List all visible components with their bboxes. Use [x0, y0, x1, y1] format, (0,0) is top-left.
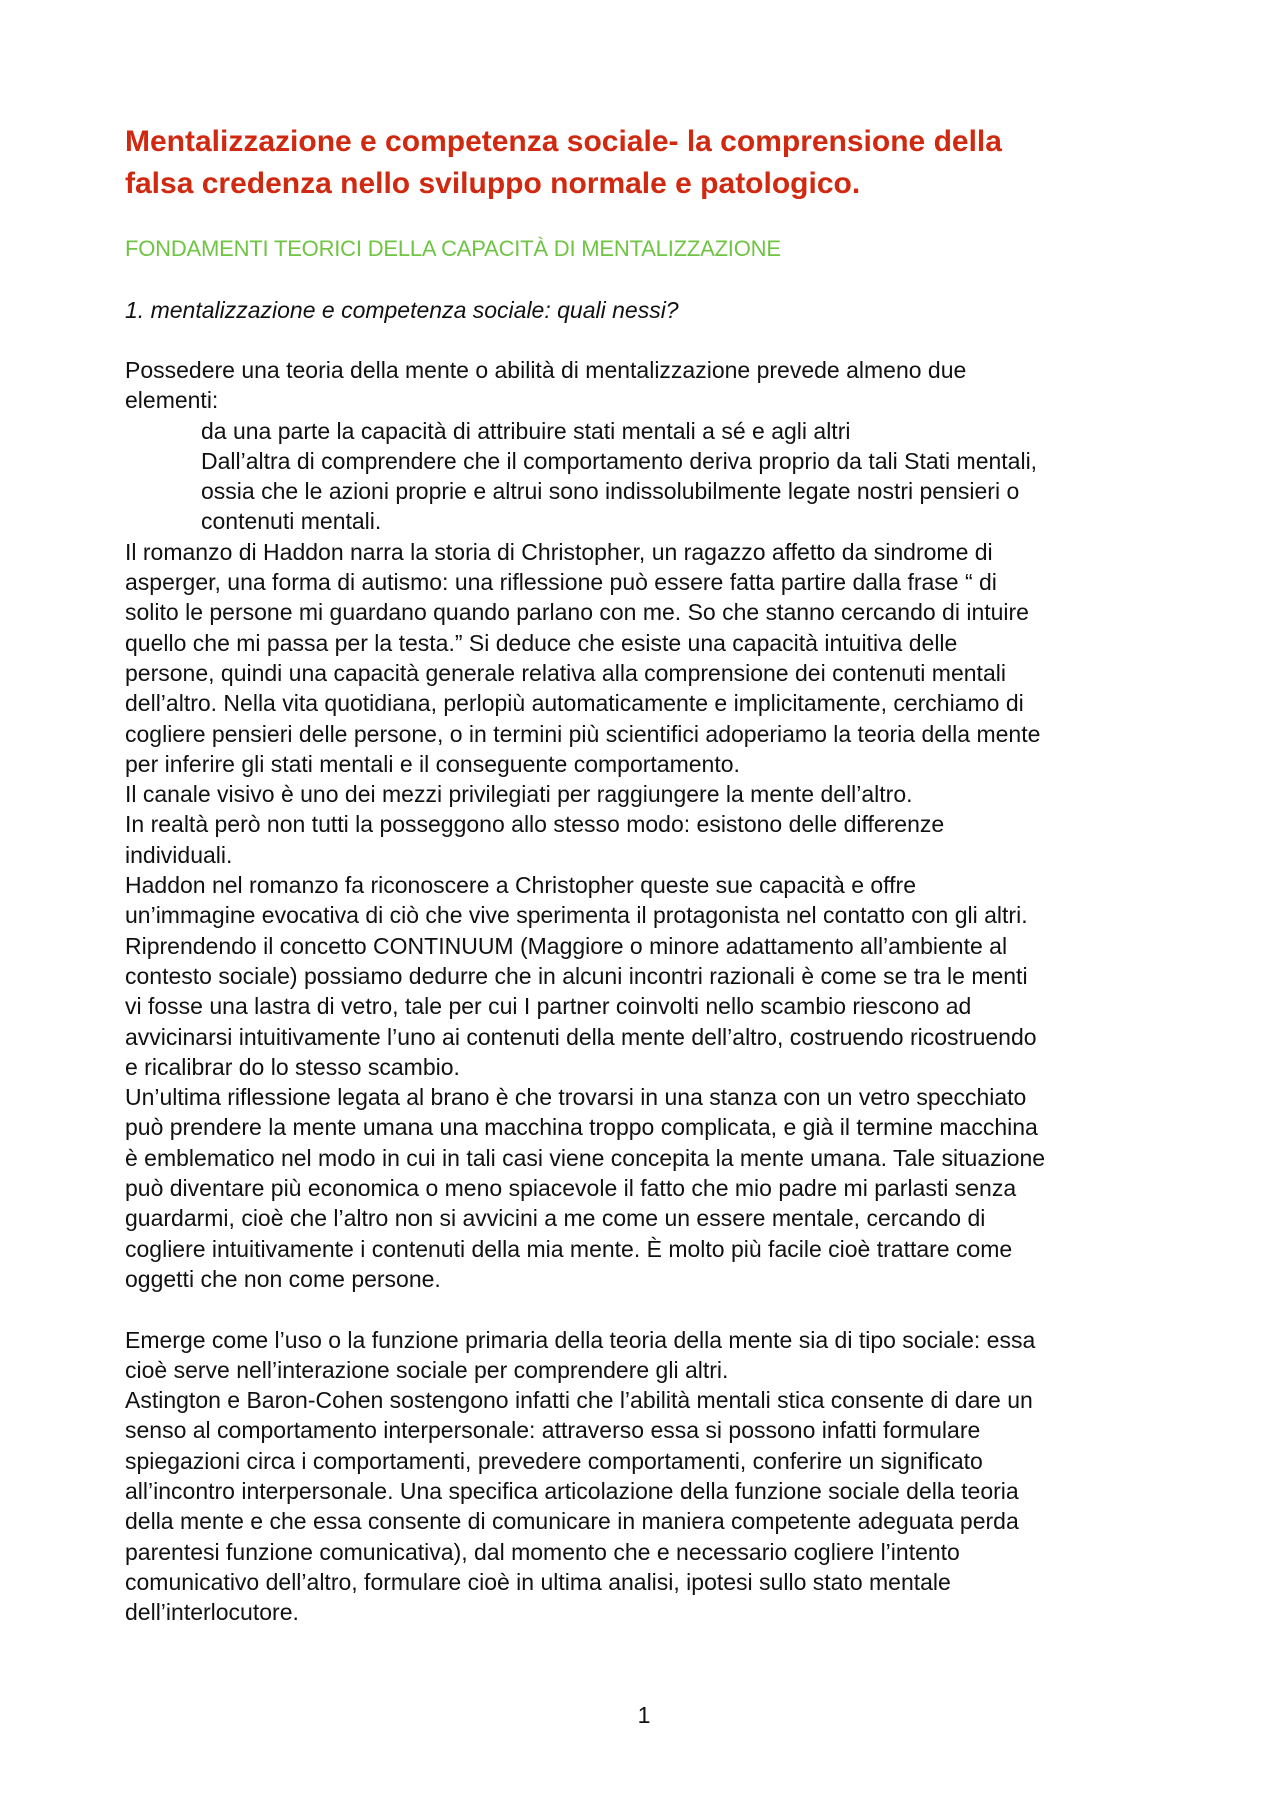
- text-line: Il canale visivo è uno dei mezzi privilegiati per raggiungere la mente dell’altro.: [125, 781, 913, 808]
- text-line: Astington e Baron-Cohen sostengono infatti che l’abilità mentali stica consente di dare un: [125, 1387, 1033, 1414]
- body-section-2: [125, 1325, 1045, 1628]
- text-line: Un’ultima riflessione legata al brano è che trovarsi in una stanza con un vetro specchiato: [125, 1084, 1027, 1111]
- text-line: può prendere la mente umana una macchina troppo complicata, e già il termine macchina: [125, 1114, 1038, 1141]
- text-line: parentesi funzione comunicativa), dal momento che e necessario cogliere l’intento: [125, 1538, 960, 1565]
- page-number: 1: [637, 1702, 651, 1728]
- text-line: Dall’altra di comprendere che il comportamento deriva proprio da tali Stati mentali,: [201, 447, 1038, 474]
- text-line: Emerge come l’uso o la funzione primaria della teoria della mente sia di tipo sociale: essa: [125, 1326, 1036, 1353]
- text-line: solito le persone mi guardano quando parlano con me. So che stanno cercando di intuire: [125, 599, 1029, 626]
- text-line: cogliere intuitivamente i contenuti della mia mente. È molto più facile cioè trattare come: [125, 1235, 1013, 1262]
- text-line: oggetti che non come persone.: [125, 1265, 441, 1292]
- text-line: contesto sociale) possiamo dedurre che in alcuni incontri razionali è come se tra le menti: [125, 962, 1028, 989]
- text-line: Possedere una teoria della mente o abilità di mentalizzazione prevede almeno due: [125, 357, 967, 383]
- text-line: Riprendendo il concetto CONTINUUM (Maggiore o minore adattamento all’ambiente al: [125, 932, 1008, 959]
- text-line: può diventare più economica o meno spiacevole il fatto che mio padre mi parlasti senza: [125, 1175, 1017, 1202]
- title-line: Mentalizzazione e competenza sociale- la comprensione della: [125, 125, 1002, 158]
- text-line: e ricalibrar do lo stesso scambio.: [125, 1053, 460, 1080]
- text-line: avvicinarsi intuitivamente l’uno ai contenuti della mente dell’altro, costruendo ricostruendo: [125, 1023, 1037, 1050]
- text-line: spiegazioni circa i comportamenti, prevedere comportamenti, conferire un significato: [125, 1447, 983, 1474]
- text-line: guardarmi, cioè che l’altro non si avvicini a me come un essere mentale, cercando di: [125, 1205, 986, 1232]
- section-heading: FONDAMENTI TEORICI DELLA CAPACITÀ DI MENTALIZZAZIONE: [125, 236, 781, 261]
- text-line: In realtà però non tutti la posseggono allo stesso modo: esistono delle differenze: [125, 811, 945, 838]
- text-line: da una parte la capacità di attribuire stati mentali a sé e agli altri: [201, 417, 851, 444]
- text-line: contenuti mentali.: [201, 508, 382, 535]
- text-line: cioè serve nell’interazione sociale per comprendere gli altri.: [125, 1356, 729, 1383]
- document-body: [125, 355, 1045, 1627]
- text-line: persone, quindi una capacità generale relativa alla comprensione dei contenuti mentali: [125, 659, 1006, 686]
- text-line: comunicativo dell’altro, formulare cioè in ultima analisi, ipotesi sullo stato mentale: [125, 1568, 951, 1595]
- text-line: della mente e che essa consente di comunicare in maniera competente adeguata perda: [125, 1508, 1019, 1535]
- text-line: quello che mi passa per la testa.” Si deduce che esiste una capacità intuitiva delle: [125, 629, 958, 656]
- text-line: elementi:: [125, 387, 219, 414]
- text-line: è emblematico nel modo in cui in tali casi viene concepita la mente umana. Tale situazione: [125, 1144, 1046, 1171]
- text-line: ossia che le azioni proprie e altrui sono indissolubilmente legate nostri pensieri o: [201, 478, 1020, 505]
- text-line: Haddon nel romanzo fa riconoscere a Christopher queste sue capacità e offre: [125, 872, 916, 899]
- body-section-1: [125, 537, 1045, 1294]
- text-line: vi fosse una lastra di vetro, tale per cui I partner coinvolti nello scambio riescono ad: [125, 993, 972, 1020]
- text-line: asperger, una forma di autismo: una riflessione può essere fatta partire dalla frase “ di: [125, 569, 997, 596]
- text-line: Il romanzo di Haddon narra la storia di Christopher, un ragazzo affetto da sindrome di: [125, 538, 993, 565]
- text-line: un’immagine evocativa di ciò che vive sperimenta il protagonista nel contatto con gli altri.: [125, 902, 1028, 929]
- text-line: individuali.: [125, 841, 233, 868]
- paragraph-gap: [125, 1294, 1045, 1324]
- text-line: dell’altro. Nella vita quotidiana, perlopiù automaticamente e implicitamente, cerchiamo di: [125, 690, 1024, 717]
- intro-paragraph: [125, 355, 1045, 416]
- title-line: falsa credenza nello sviluppo normale e patologico.: [125, 167, 861, 200]
- text-line: senso al comportamento interpersonale: attraverso essa si possono infatti formulare: [125, 1417, 981, 1444]
- text-line: per inferire gli stati mentali e il conseguente comportamento.: [125, 750, 740, 777]
- text-line: dell’interlocutore.: [125, 1599, 299, 1626]
- text-line: all’incontro interpersonale. Una specifica articolazione della funzione sociale della teoria: [125, 1477, 1019, 1504]
- text-line: cogliere pensieri delle persone, o in termini più scientifici adoperiamo la teoria della mente: [125, 720, 1041, 747]
- indented-list: [125, 416, 1045, 537]
- subsection-heading: 1. mentalizzazione e competenza sociale: quali nessi?: [125, 297, 679, 323]
- document-title: [125, 121, 1002, 205]
